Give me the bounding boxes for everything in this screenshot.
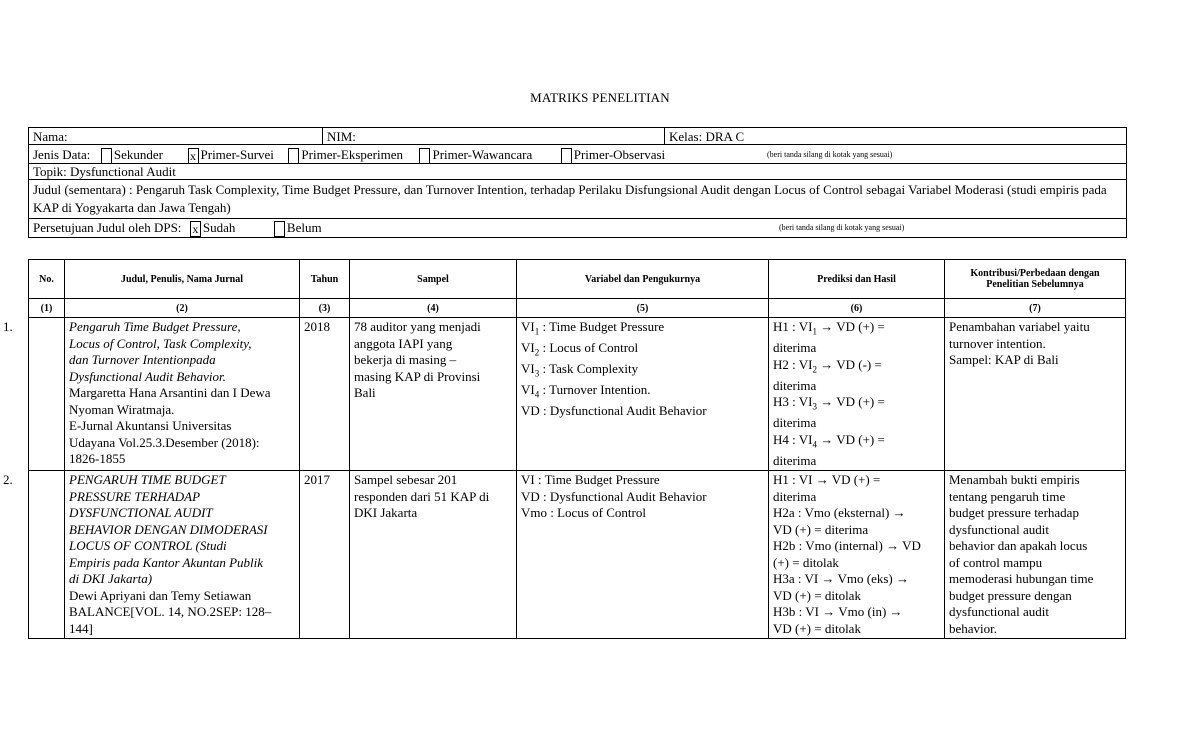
cell-no	[3, 318, 65, 471]
judul-title-line: DYSFUNCTIONAL AUDIT	[69, 505, 213, 521]
prediksi-text: → VD (+) =	[816, 319, 885, 334]
sampel-line: masing KAP di Provinsi	[354, 368, 481, 384]
variabel-line	[521, 340, 764, 361]
label-primer-eksperimen: Primer-Eksperimen	[301, 147, 403, 162]
kelas-field[interactable]: Kelas: DRA C	[669, 129, 745, 144]
persetujuan-row	[29, 219, 1126, 237]
kontribusi-line: behavior dan apakah locus	[949, 538, 1088, 554]
prediksi-line	[773, 538, 940, 555]
instruction-note-2: (beri tanda silang di kotak yang sesuai)	[779, 223, 905, 232]
col-number: (1)	[29, 299, 65, 318]
prediksi-line	[773, 522, 940, 539]
prediksi-text: → VD (+) =	[816, 394, 885, 410]
prediksi-text: VD (+) = ditolak	[773, 587, 861, 603]
prediksi-line	[773, 604, 940, 621]
header-variabel: Variabel dan Pengukurnya	[517, 260, 769, 299]
checkbox-belum[interactable]	[274, 221, 285, 237]
label-sudah: Sudah	[202, 220, 236, 235]
variabel-text: : Locus of Control	[539, 340, 639, 356]
variabel-line	[521, 361, 764, 382]
judul-author-line: Udayana Vol.25.3.Desember (2018):	[69, 434, 260, 450]
label-primer-observasi: Primer-Observasi	[573, 147, 666, 162]
prediksi-line	[773, 415, 940, 432]
checkbox-sekunder[interactable]	[101, 148, 112, 164]
variabel-line	[521, 319, 764, 340]
prediksi-line	[773, 357, 940, 378]
kontribusi-line: turnover intention.	[949, 335, 1046, 351]
judul-title-line: LOCUS OF CONTROL (Studi	[69, 538, 227, 554]
variabel-subscript: 1	[534, 326, 540, 337]
prediksi-line	[773, 319, 940, 340]
nama-field[interactable]: Nama:	[29, 128, 323, 144]
prediksi-text: diterima	[773, 377, 817, 393]
judul-title-line: BEHAVIOR DENGAN DIMODERASI	[69, 521, 268, 537]
cell-sampel	[350, 318, 517, 471]
header-prediksi: Prediksi dan Hasil	[769, 260, 945, 299]
prediksi-text: H2a : Vmo (eksternal) →	[773, 505, 906, 521]
kontribusi-line: dysfunctional audit	[949, 521, 1050, 537]
prediksi-line	[773, 453, 940, 470]
kontribusi-line: budget pressure terhadap	[949, 505, 1079, 521]
cell-kontribusi	[945, 318, 1126, 471]
cell-tahun	[300, 318, 350, 471]
variabel-text: VD : Dysfunctional Audit Behavior	[521, 488, 707, 504]
variabel-subscript: 4	[534, 389, 540, 400]
cell-kontribusi	[945, 471, 1126, 639]
header-judul: Judul, Penulis, Nama Jurnal	[65, 260, 300, 299]
label-primer-survei: Primer-Survei	[200, 147, 274, 162]
variabel-text: Vmo : Locus of Control	[521, 505, 646, 521]
variabel-text: VI : Time Budget Pressure	[521, 472, 660, 488]
document-title: MATRIKS PENELITIAN	[530, 90, 670, 105]
judul-title-line: Locus of Control, Task Complexity,	[69, 335, 252, 351]
col-number: (2)	[65, 299, 300, 318]
matrix-table	[3, 259, 1126, 639]
kontribusi-line: memoderasi hubungan time	[949, 571, 1094, 587]
kontribusi-line: dysfunctional audit	[949, 604, 1050, 620]
variabel-line	[521, 489, 764, 506]
judul-title-line: Dysfunctional Audit Behavior.	[69, 368, 226, 384]
prediksi-text: diterima	[773, 340, 817, 356]
header-row	[29, 260, 1126, 299]
prediksi-line	[773, 340, 940, 357]
variabel-text: VI	[521, 340, 535, 356]
header-no: No.	[29, 260, 65, 299]
cell-variabel	[517, 318, 769, 471]
prediksi-line	[773, 588, 940, 605]
col-number: (4)	[350, 299, 517, 318]
checkbox-primer-eksperimen[interactable]	[288, 148, 299, 164]
instruction-note: (beri tanda silang di kotak yang sesuai)	[767, 150, 893, 159]
judul-author-line: 1826-1855	[69, 451, 126, 466]
header-kontribusi: Kontribusi/Perbedaan dengan Penelitian Sebelumnya	[945, 260, 1126, 299]
prediksi-text: H3a : VI → Vmo (eks) →	[773, 571, 910, 587]
judul-title-line: di DKI Jakarta)	[69, 571, 153, 587]
identity-row	[29, 128, 1126, 145]
judul-author-line: 144]	[69, 620, 93, 636]
tahun-value: 2018	[304, 319, 330, 334]
sampel-line: DKI Jakarta	[354, 505, 418, 521]
table-row	[29, 318, 1126, 471]
cell-prediksi	[769, 318, 945, 471]
prediksi-text: H2 : VI	[773, 356, 813, 372]
cell-variabel	[517, 471, 769, 639]
sampel-line: 78 auditor yang menjadi	[354, 319, 481, 334]
column-number-row	[29, 299, 1126, 318]
judul-title-line: Empiris pada Kantor Akuntan Publik	[69, 554, 264, 570]
prediksi-text: diterima	[773, 415, 817, 431]
variabel-text: : Task Complexity	[539, 361, 639, 377]
prediksi-text: H4 : VI	[773, 431, 813, 447]
variabel-text: VD : Dysfunctional Audit Behavior	[521, 403, 707, 419]
kontribusi-line: tentang pengaruh time	[949, 488, 1066, 504]
jenis-data-row	[29, 145, 1126, 164]
prediksi-subscript: 2	[812, 364, 817, 375]
tahun-value: 2017	[304, 472, 330, 488]
col-number: (5)	[517, 299, 769, 318]
variabel-line	[521, 403, 764, 420]
cell-tahun	[300, 471, 350, 639]
row-number: 2.	[3, 472, 13, 488]
table-row	[29, 471, 1126, 639]
judul-author-line: Nyoman Wiratmaja.	[69, 401, 175, 417]
header-sampel: Sampel	[350, 260, 517, 299]
topik-row: Topik: Dysfunctional Audit	[29, 164, 1126, 180]
col-number: (6)	[769, 299, 945, 318]
nim-field[interactable]: NIM:	[323, 128, 665, 144]
prediksi-line	[773, 621, 940, 638]
prediksi-line	[773, 489, 940, 506]
prediksi-line	[773, 378, 940, 395]
prediksi-line	[773, 394, 940, 415]
prediksi-line	[773, 571, 940, 588]
variabel-text: VI	[521, 361, 535, 377]
judul-title-line: dan Turnover Intentionpada	[69, 352, 216, 367]
prediksi-text: diterima	[773, 452, 817, 468]
sampel-line: Bali	[354, 385, 376, 400]
col-number: (7)	[945, 299, 1126, 318]
kontribusi-line: Menambah bukti empiris	[949, 472, 1080, 488]
cell-judul	[65, 318, 300, 471]
prediksi-text: → VD (-) =	[816, 356, 882, 372]
checkbox-primer-survei[interactable]: x	[188, 148, 199, 164]
jenis-data-label: Jenis Data:	[33, 147, 91, 162]
persetujuan-label: Persetujuan Judul oleh DPS:	[33, 220, 182, 235]
variabel-line	[521, 505, 764, 522]
judul-title-line: Pengaruh Time Budget Pressure,	[69, 319, 241, 334]
prediksi-text: VD (+) = ditolak	[773, 620, 861, 636]
judul-author-line: Margaretta Hana Arsantini dan I Dewa	[69, 385, 271, 400]
prediksi-text: → VD (+) =	[816, 431, 885, 447]
prediksi-text: (+) = ditolak	[773, 554, 839, 570]
sampel-line: bekerja di masing –	[354, 352, 457, 367]
prediksi-text: H3b : VI → Vmo (in) →	[773, 604, 903, 620]
checkbox-primer-observasi[interactable]	[561, 148, 572, 164]
judul-title-line: PENGARUH TIME BUDGET	[69, 472, 226, 488]
variabel-text: : Turnover Intention.	[539, 382, 651, 398]
prediksi-line	[773, 472, 940, 489]
prediksi-subscript: 3	[812, 401, 817, 412]
sampel-line: Sampel sebesar 201	[354, 472, 458, 488]
checkbox-sudah[interactable]: x	[190, 221, 201, 237]
label-belum: Belum	[286, 220, 322, 235]
kontribusi-line: Sampel: KAP di Bali	[949, 352, 1059, 367]
judul-row: Judul (sementara) : Pengaruh Task Complexity, Time Budget Pressure, dan Turnover Intention, terhadap Perilaku Disfungsional Audit dengan Locus of Control sebagai Variabel Moderasi (studi empiris pada KAP di Yogyakarta dan Jawa Tengah)	[29, 180, 1126, 219]
info-block	[28, 127, 1127, 238]
cell-sampel	[350, 471, 517, 639]
prediksi-line	[773, 555, 940, 572]
kontribusi-line: Penambahan variabel yaitu	[949, 319, 1090, 334]
variabel-text: : Time Budget Pressure	[539, 319, 665, 334]
prediksi-text: H1 : VI → VD (+) =	[773, 472, 881, 488]
cell-no	[3, 471, 65, 639]
kontribusi-line: budget pressure dengan	[949, 587, 1072, 603]
variabel-line	[521, 382, 764, 403]
label-primer-wawancara: Primer-Wawancara	[432, 147, 533, 162]
cell-judul	[65, 471, 300, 639]
prediksi-line	[773, 505, 940, 522]
prediksi-text: H2b : Vmo (internal) → VD	[773, 538, 921, 554]
judul-title-line: PRESSURE TERHADAP	[69, 488, 201, 504]
row-number: 1.	[3, 319, 13, 334]
kontribusi-line: of control mampu	[949, 554, 1043, 570]
variabel-text: VI	[521, 319, 535, 334]
cell-prediksi	[769, 471, 945, 639]
judul-author-line: E-Jurnal Akuntansi Universitas	[69, 418, 232, 433]
variabel-line	[521, 472, 764, 489]
judul-author-line: BALANCE[VOL. 14, NO.2SEP: 128–	[69, 604, 272, 620]
judul-author-line: Dewi Apriyani dan Temy Setiawan	[69, 587, 252, 603]
col-number: (3)	[300, 299, 350, 318]
prediksi-line	[773, 432, 940, 453]
prediksi-subscript: 1	[812, 326, 817, 337]
header-tahun: Tahun	[300, 260, 350, 299]
prediksi-text: H3 : VI	[773, 394, 813, 410]
prediksi-text: H1 : VI	[773, 319, 813, 334]
sampel-line: responden dari 51 KAP di	[354, 488, 490, 504]
checkbox-primer-wawancara[interactable]	[419, 148, 430, 164]
variabel-subscript: 2	[534, 347, 540, 358]
sampel-line: anggota IAPI yang	[354, 335, 453, 351]
kontribusi-line: behavior.	[949, 620, 998, 636]
label-sekunder: Sekunder	[113, 147, 164, 162]
prediksi-subscript: 4	[812, 439, 817, 450]
variabel-text: VI	[521, 382, 535, 398]
prediksi-text: VD (+) = diterima	[773, 521, 869, 537]
variabel-subscript: 3	[534, 368, 540, 379]
prediksi-text: diterima	[773, 488, 817, 504]
